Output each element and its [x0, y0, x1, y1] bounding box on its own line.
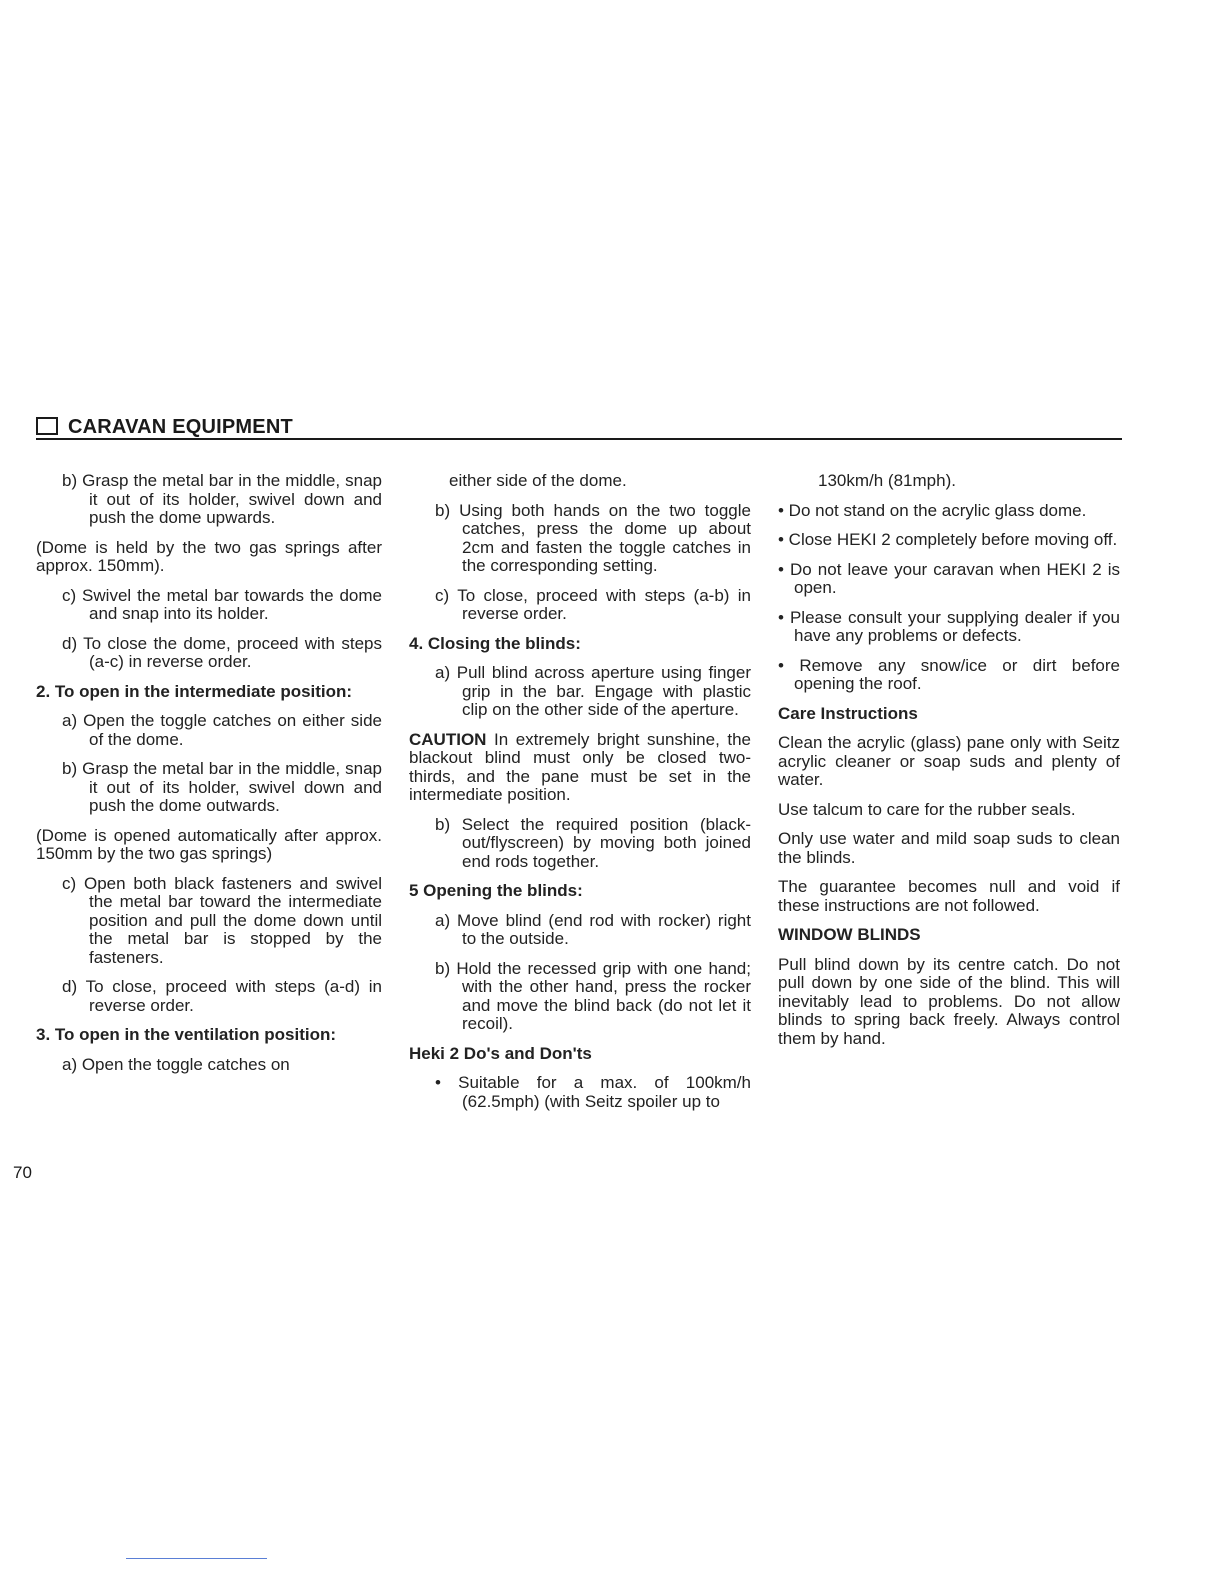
- bullet-item: • Please consult your supplying dealer if you have any problems or defects.: [778, 607, 1120, 645]
- step-b-text: b) Using both hands on the two toggle catches, press the dome up about 2cm and fasten the toggle catches in the corresponding setting.: [435, 500, 751, 575]
- caution-text: In extremely bright sunshine, the blackout blind must only be closed two-thirds, and the pane must be set in the intermediate position.: [409, 729, 751, 804]
- step-b-text: b) Select the required position (black-out/flyscreen) by moving both joined end rods together.: [435, 814, 751, 871]
- caution-label: CAUTION: [409, 729, 487, 749]
- step-a-text: a) Move blind (end rod with rocker) right to the outside.: [435, 910, 751, 948]
- section-title: CARAVAN EQUIPMENT: [68, 416, 293, 438]
- section-heading-3: 3. To open in the ventilation position:: [36, 1025, 337, 1044]
- step-b-text: b) Hold the recessed grip with one hand; with the other hand, press the rocker and move the blind back (do not let it recoil).: [435, 958, 751, 1033]
- column-2: [409, 472, 751, 1122]
- subheading-dos-donts: Heki 2 Do's and Don'ts: [409, 1043, 592, 1063]
- care-text: Clean the acrylic (glass) pane only with Seitz acrylic cleaner or soap suds and plenty of water.: [778, 733, 1120, 789]
- page-number: 70: [13, 1163, 32, 1182]
- note-text: (Dome is held by the two gas springs after approx. 150mm).: [36, 537, 382, 575]
- continued-text: either side of the dome.: [449, 471, 627, 490]
- step-d-text: d) To close, proceed with steps (a-d) in reverse order.: [62, 977, 382, 1015]
- step-c-text: c) Swivel the metal bar towards the dome and snap into its holder.: [62, 585, 382, 623]
- section-heading-4: 4. Closing the blinds:: [409, 633, 581, 653]
- caution-paragraph: [409, 731, 751, 805]
- checkbox-square-icon: [36, 417, 58, 435]
- column-3: [778, 472, 1120, 1059]
- subheading-care: Care Instructions: [778, 703, 918, 723]
- section-heading-5: 5 Opening the blinds:: [409, 881, 583, 900]
- column-1: [36, 472, 382, 1085]
- step-a-text: a) Open the toggle catches on either side of the dome.: [62, 711, 382, 749]
- footer-line: [126, 1558, 267, 1559]
- subheading-window-blinds: WINDOW BLINDS: [778, 925, 921, 944]
- bullet-item: • Suitable for a max. of 100km/h (62.5mph) (with Seitz spoiler up to: [435, 1073, 751, 1111]
- note-text: (Dome is opened automatically after approx. 150mm by the two gas springs): [36, 825, 382, 863]
- step-a-text: a) Open the toggle catches on: [62, 1054, 290, 1074]
- care-text: The guarantee becomes null and void if these instructions are not followed.: [778, 877, 1120, 915]
- step-b-text: b) Grasp the metal bar in the middle, snap it out of its holder, swivel down and push the dome upwards.: [62, 471, 382, 527]
- step-b-text: b) Grasp the metal bar in the middle, snap it out of its holder, swivel down and push the dome outwards.: [62, 759, 382, 815]
- section-header: [36, 414, 1122, 440]
- step-d-text: d) To close the dome, proceed with steps (a-c) in reverse order.: [62, 633, 382, 671]
- bullet-item: • Remove any snow/ice or dirt before opening the roof.: [778, 655, 1120, 693]
- bullet-item: • Do not stand on the acrylic glass dome.: [778, 500, 1087, 520]
- step-a-text: a) Pull blind across aperture using finger grip in the bar. Engage with plastic clip on the other side of the aperture.: [435, 663, 751, 719]
- continued-text: 130km/h (81mph).: [818, 471, 956, 490]
- bullet-item: • Do not leave your caravan when HEKI 2 is open.: [778, 559, 1120, 597]
- step-c-text: c) Open both black fasteners and swivel the metal bar toward the intermediate position and pull the dome down until the metal bar is stopped by the fasteners.: [62, 873, 382, 967]
- care-text: Use talcum to care for the rubber seals.: [778, 799, 1076, 819]
- bullet-item: • Close HEKI 2 completely before moving off.: [778, 530, 1118, 549]
- care-text: Only use water and mild soap suds to clean the blinds.: [778, 829, 1120, 867]
- section-heading-2: 2. To open in the intermediate position:: [36, 681, 353, 701]
- header-rule: [36, 438, 1122, 440]
- step-c-text: c) To close, proceed with steps (a-b) in reverse order.: [435, 585, 751, 623]
- window-blinds-text: Pull blind down by its centre catch. Do not pull down by one side of the blind. This will inevitably lead to problems. Do not allow blinds to spring back freely. Always control them by hand.: [778, 954, 1120, 1048]
